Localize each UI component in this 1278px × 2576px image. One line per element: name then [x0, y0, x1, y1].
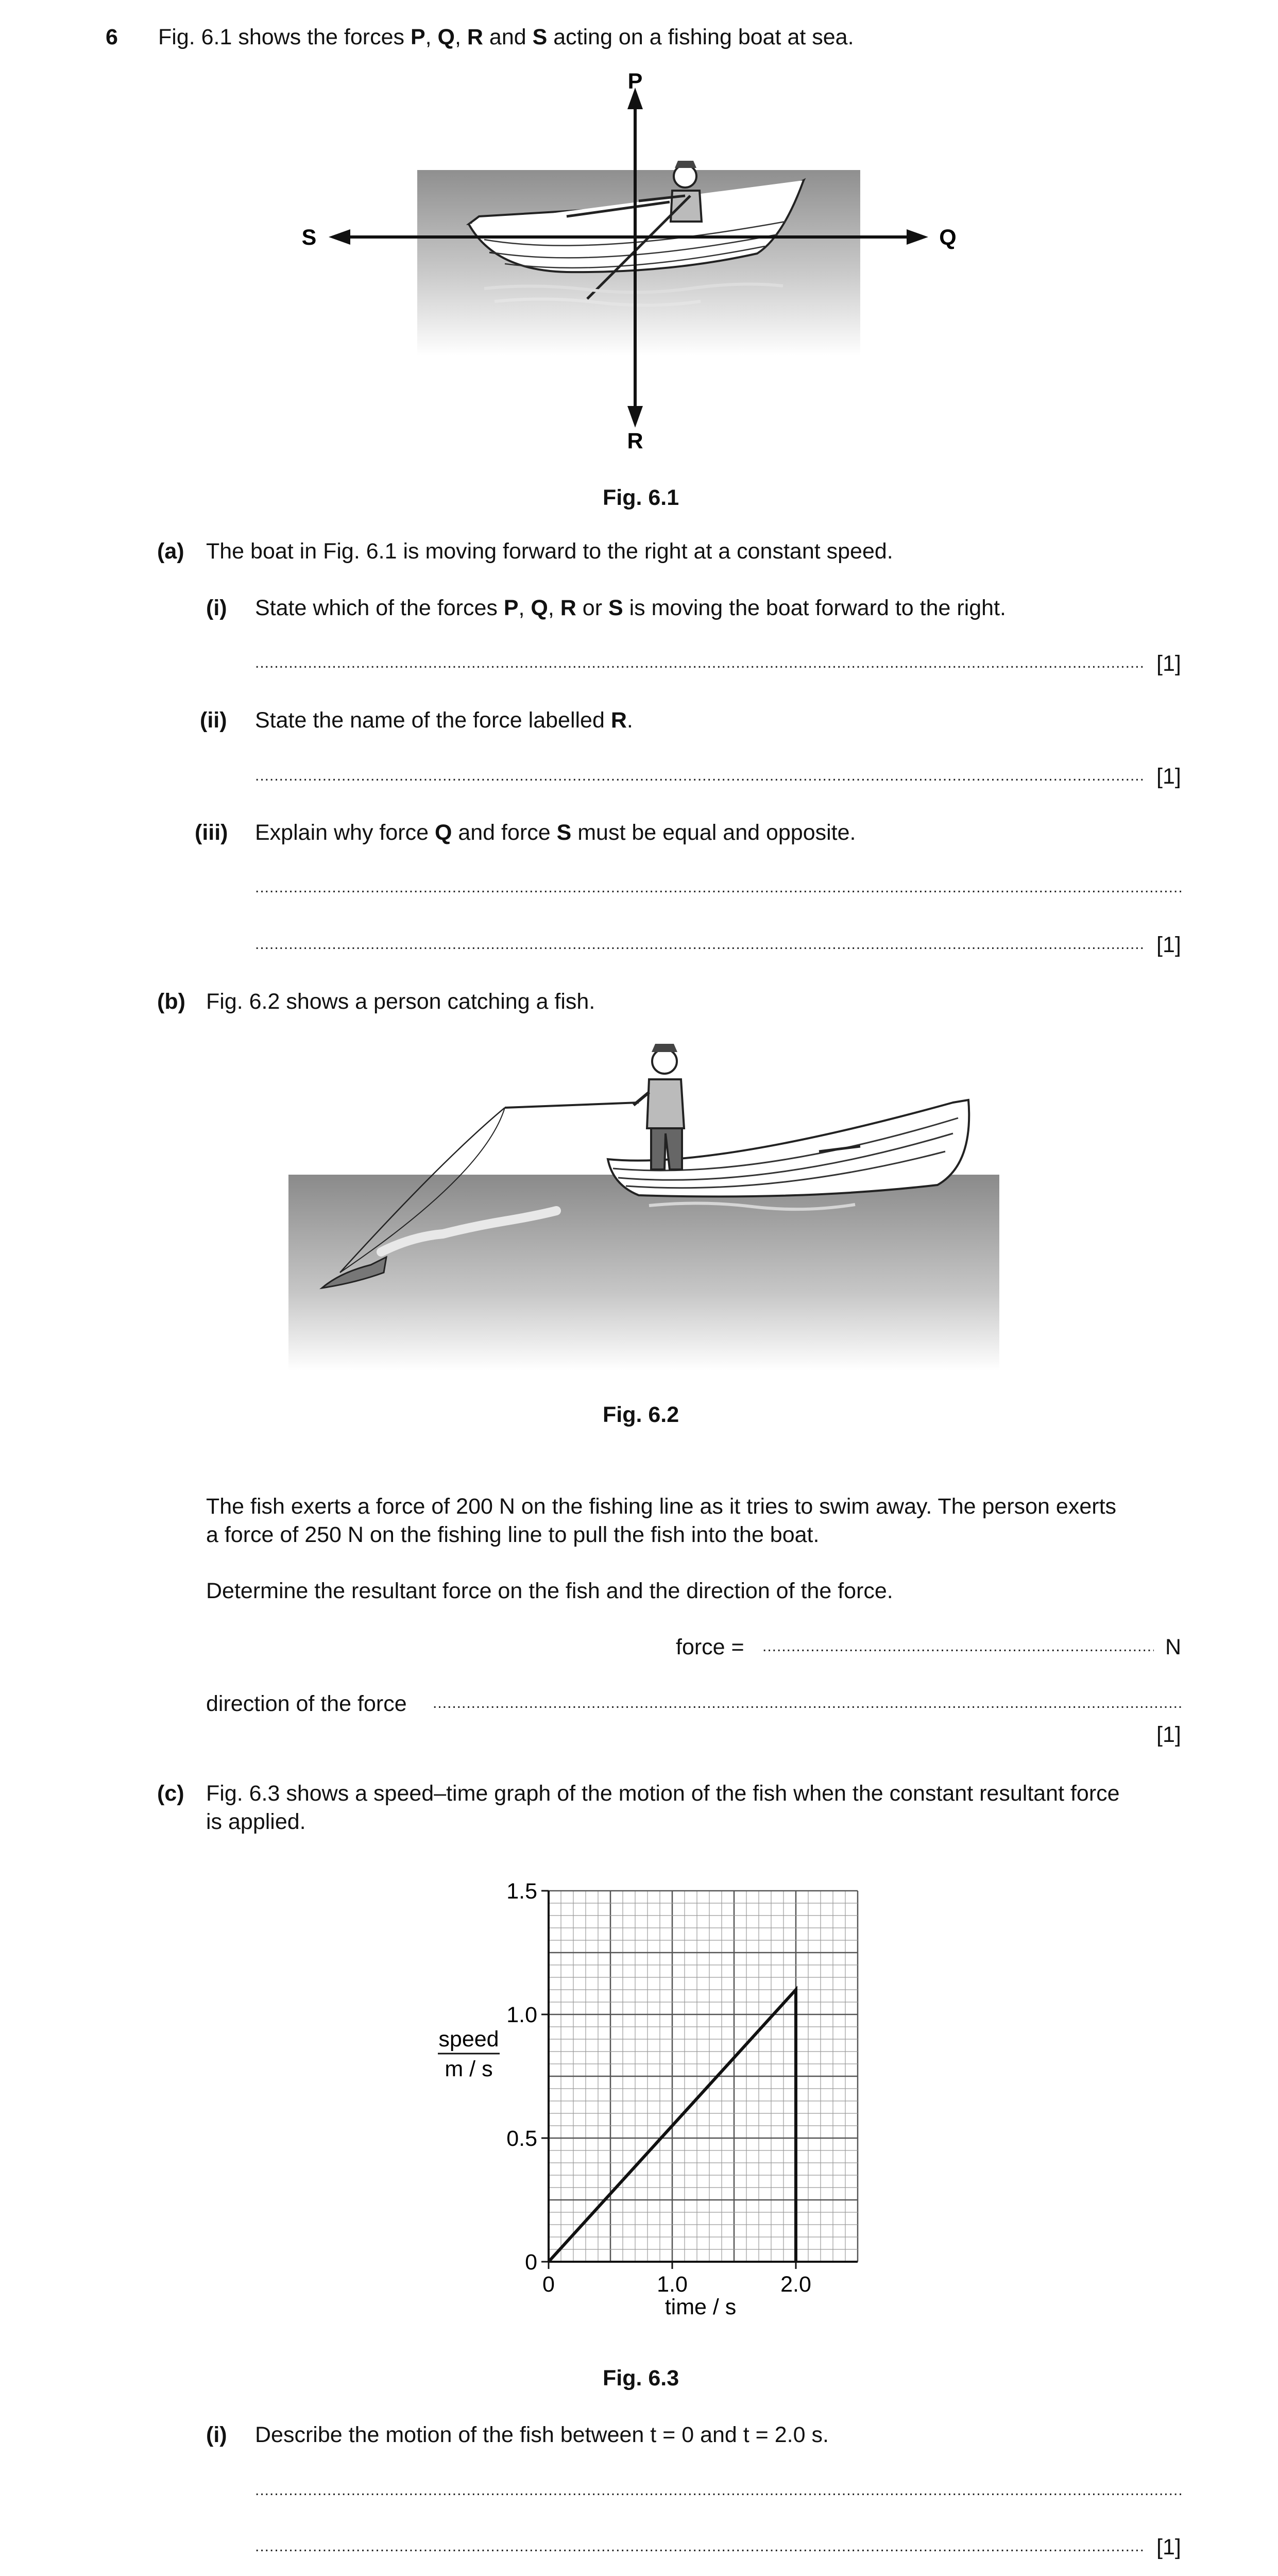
part-c-text-line1: Fig. 6.3 shows a speed–time graph of the motion of the fish when the constant resultant force: [206, 1781, 1120, 1806]
y-tick-label: 0.5: [506, 2126, 537, 2151]
x-tick-label: 0: [542, 2272, 555, 2297]
marks-b: [1]: [1156, 1722, 1181, 1747]
part-a-i-label: (i): [206, 596, 227, 620]
y-axis-label-unit: m / s: [445, 2057, 493, 2081]
part-b-para2: Determine the resultant force on the fish and the direction of the force.: [206, 1579, 893, 1603]
marks-a-iii: [1]: [1156, 933, 1181, 957]
x-tick-label: 1.0: [657, 2272, 688, 2297]
y-tick-label: 1.5: [506, 1879, 537, 1904]
part-b-para1-line2: a force of 250 N on the fishing line to pull the fish into the boat.: [206, 1522, 820, 1547]
y-axis-label-speed: speed: [438, 2027, 499, 2052]
marks-a-ii: [1]: [1156, 764, 1181, 789]
question-intro: Fig. 6.1 shows the forces P, Q, R and S acting on a fishing boat at sea.: [158, 25, 854, 49]
part-a-i-text: State which of the forces P, Q, R or S is moving the boat forward to the right.: [255, 596, 1006, 620]
force-answer-label: force =: [676, 1635, 744, 1659]
force-answer-line[interactable]: [762, 1638, 1154, 1655]
graph-ticks: [506, 1879, 811, 2297]
part-c-label: (c): [157, 1781, 184, 1806]
marks-a-i: [1]: [1156, 651, 1181, 676]
x-tick-label: 2.0: [780, 2272, 811, 2297]
question-number: 6: [106, 25, 118, 49]
y-tick-label: 1.0: [506, 2003, 537, 2027]
answer-line-c-i-1[interactable]: [255, 2482, 1182, 2499]
part-b-para1-line1: The fish exerts a force of 200 N on the fishing line as it tries to swim away. The person exerts: [206, 1494, 1117, 1519]
figure-6-1: [278, 67, 1020, 459]
force-label-p: P: [627, 69, 643, 94]
speed-time-graph: [412, 1844, 876, 2329]
sea-background-2: [288, 1175, 999, 1370]
figure-6-3-caption: Fig. 6.3: [603, 2366, 679, 2391]
answer-line-a-ii[interactable]: [255, 767, 1144, 785]
force-label-r: R: [627, 429, 643, 453]
force-unit: N: [1165, 1635, 1182, 1659]
x-axis-label: time / s: [664, 2295, 737, 2319]
figure-6-1-caption: Fig. 6.1: [603, 485, 679, 510]
figure-6-2-caption: Fig. 6.2: [603, 1402, 679, 1427]
direction-answer-line[interactable]: [433, 1694, 1182, 1712]
marks-c-i: [1]: [1156, 2535, 1181, 2560]
figure-6-2: [288, 1030, 999, 1370]
answer-line-a-iii-1[interactable]: [255, 879, 1182, 896]
part-a-label: (a): [157, 539, 184, 564]
part-a-ii-label: (ii): [200, 708, 227, 733]
graph-grid: [549, 1891, 858, 2262]
part-c-text-line2: is applied.: [206, 1809, 306, 1834]
y-tick-label: 0: [525, 2250, 537, 2275]
answer-line-a-iii-2[interactable]: [255, 936, 1144, 953]
force-label-q: Q: [939, 225, 957, 250]
part-c-i-label: (i): [206, 2422, 227, 2447]
part-a-ii-text: State the name of the force labelled R.: [255, 708, 633, 733]
direction-answer-label: direction of the force: [206, 1691, 407, 1716]
part-a-text: The boat in Fig. 6.1 is moving forward to the right at a constant speed.: [206, 539, 893, 564]
part-b-label: (b): [157, 989, 185, 1014]
part-c-i-text: Describe the motion of the fish between t = 0 and t = 2.0 s.: [255, 2422, 829, 2447]
force-label-s: S: [301, 225, 317, 250]
part-b-text: Fig. 6.2 shows a person catching a fish.: [206, 989, 595, 1014]
part-a-iii-text: Explain why force Q and force S must be equal and opposite.: [255, 820, 856, 845]
answer-line-a-i[interactable]: [255, 654, 1144, 672]
answer-line-c-i-2[interactable]: [255, 2538, 1144, 2555]
part-a-iii-label: (iii): [195, 820, 228, 845]
